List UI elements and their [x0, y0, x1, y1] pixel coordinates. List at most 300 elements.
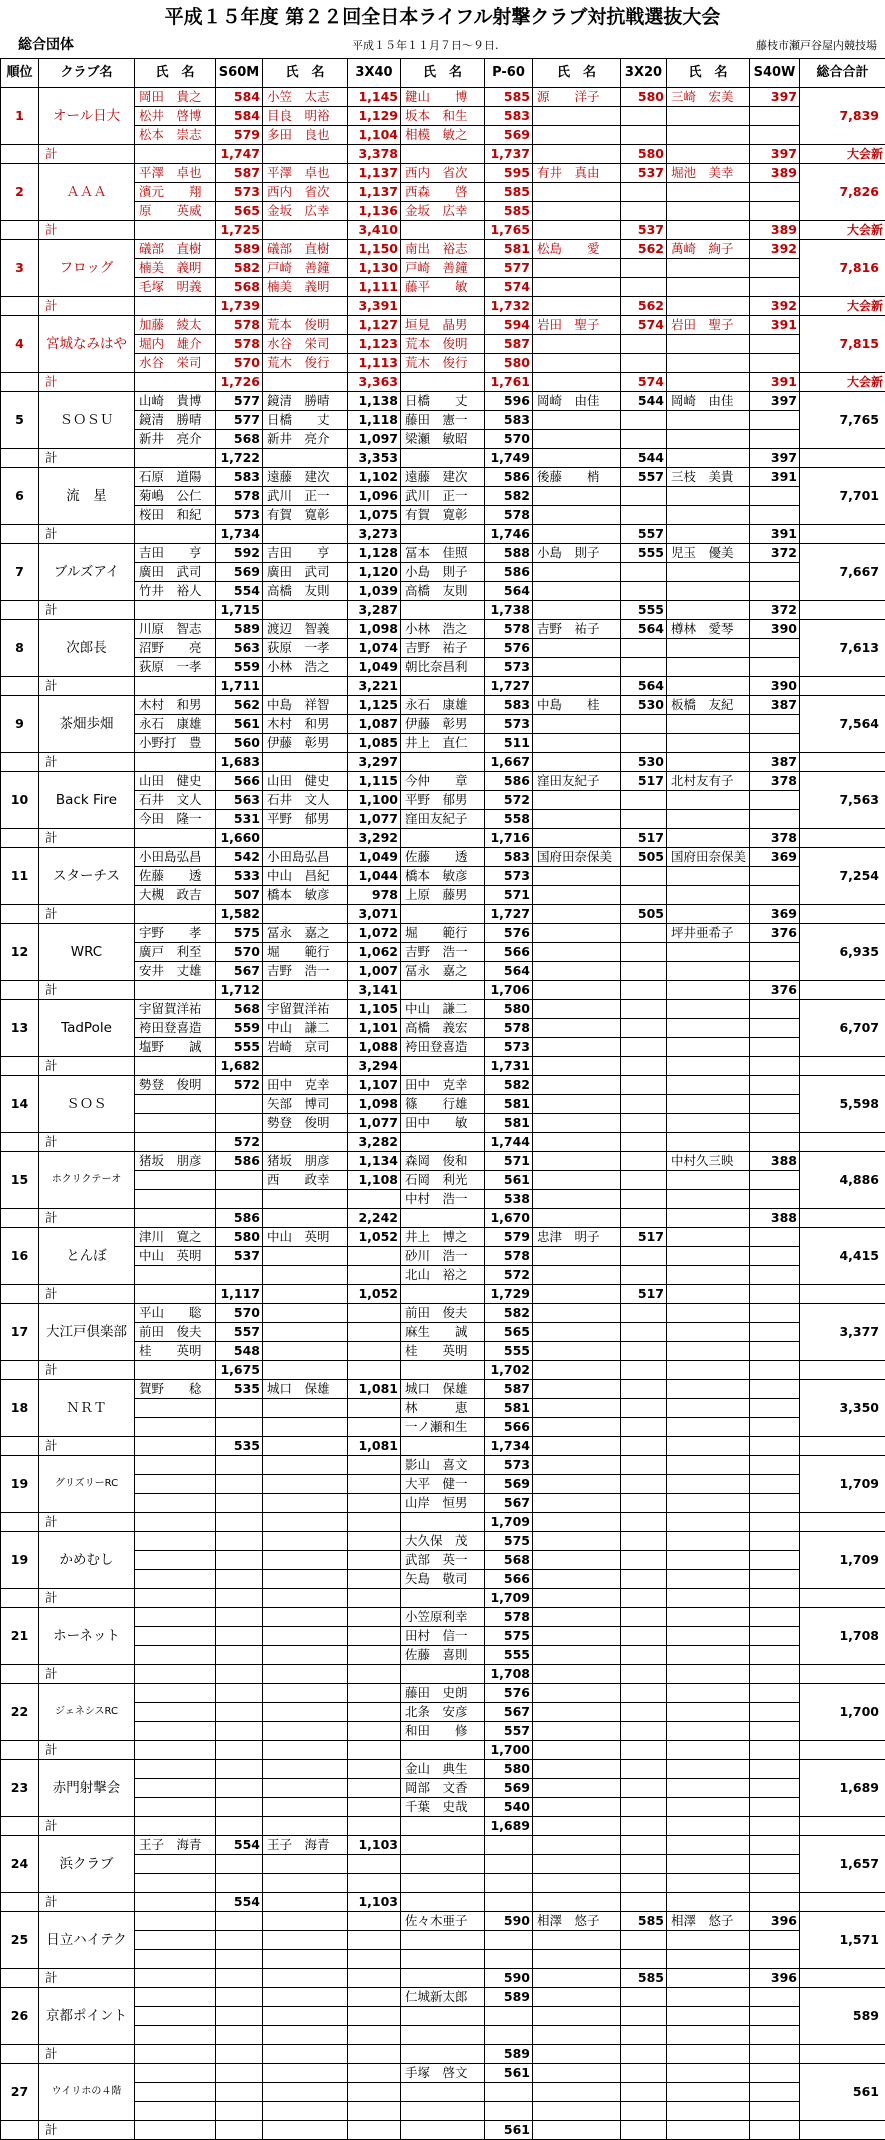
shooter-score — [621, 1152, 667, 1171]
shooter-name — [667, 1931, 750, 1950]
shooter-score — [621, 1323, 667, 1342]
subtotal-label: 計 — [39, 1285, 135, 1304]
subtotal-blank — [263, 1741, 348, 1760]
subtotal-blank — [533, 829, 621, 848]
shooter-name — [135, 1760, 216, 1779]
shooter-name: 荻原 一孝 — [135, 658, 216, 677]
shooter-name — [533, 1931, 621, 1950]
shooter-name — [263, 1418, 348, 1437]
shooter-name: 大槻 政吉 — [135, 886, 216, 905]
event-subtotal: 1,734 — [216, 525, 263, 544]
subtotal-blank — [401, 981, 485, 1000]
shooter-score — [621, 1532, 667, 1551]
record-badge — [800, 1057, 885, 1076]
event-subtotal: 1,081 — [348, 1437, 401, 1456]
shooter-score: 1,097 — [348, 430, 401, 449]
shooter-score: 572 — [485, 791, 533, 810]
event-subtotal: 388 — [750, 1209, 800, 1228]
header-p60: P-60 — [485, 59, 533, 88]
shooter-score — [750, 1019, 800, 1038]
shooter-score: 564 — [485, 582, 533, 601]
shooter-name — [263, 1342, 348, 1361]
subtotal-blank — [401, 1361, 485, 1380]
event-subtotal — [750, 1513, 800, 1532]
shooter-row — [1, 316, 885, 335]
shooter-score: 586 — [485, 468, 533, 487]
shooter-name — [263, 1950, 348, 1969]
shooter-score — [348, 1190, 401, 1209]
subtotal-blank — [263, 677, 348, 696]
shooter-name: 小島 則子 — [533, 544, 621, 563]
event-subtotal — [621, 1209, 667, 1228]
event-subtotal — [348, 1741, 401, 1760]
shooter-name: 和田 修 — [401, 1722, 485, 1741]
subtotal-blank — [263, 829, 348, 848]
shooter-score: 575 — [485, 1627, 533, 1646]
subtotal-label: 計 — [39, 2121, 135, 2140]
shooter-name: 毛塚 明義 — [135, 278, 216, 297]
shooter-score: 1,108 — [348, 1171, 401, 1190]
shooter-name: 冨永 嘉之 — [401, 962, 485, 981]
shooter-score — [621, 183, 667, 202]
shooter-score — [750, 1646, 800, 1665]
subtotal-blank — [401, 373, 485, 392]
shooter-score: 568 — [216, 1000, 263, 1019]
shooter-name: 中島 祥智 — [263, 696, 348, 715]
shooter-score — [621, 582, 667, 601]
record-badge — [800, 1893, 885, 1912]
team-club-name: ＳＯＳ — [39, 1076, 135, 1133]
subtotal-blank — [135, 449, 216, 468]
shooter-name: 萬崎 絢子 — [667, 240, 750, 259]
subtotal-blank — [533, 981, 621, 1000]
shooter-row — [1, 1000, 885, 1019]
event-subtotal: 1,675 — [216, 1361, 263, 1380]
shooter-row — [1, 620, 885, 639]
shooter-name: 武川 正一 — [263, 487, 348, 506]
subtotal-blank — [401, 1893, 485, 1912]
team-total: 7,815 — [800, 316, 885, 373]
shooter-score: 569 — [485, 126, 533, 145]
shooter-name: 荒木 俊行 — [263, 354, 348, 373]
shooter-name — [533, 411, 621, 430]
shooter-score: 581 — [485, 240, 533, 259]
shooter-score — [621, 867, 667, 886]
subtotal-blank — [263, 981, 348, 1000]
shooter-score: 397 — [750, 88, 800, 107]
shooter-score: 1,075 — [348, 506, 401, 525]
shooter-name — [667, 1323, 750, 1342]
shooter-row — [1, 1304, 885, 1323]
shooter-score — [216, 1760, 263, 1779]
shooter-score — [750, 278, 800, 297]
event-subtotal: 555 — [621, 601, 667, 620]
team-total: 1,700 — [800, 1684, 885, 1741]
shooter-score: 577 — [485, 259, 533, 278]
shooter-name: 礒部 直樹 — [135, 240, 216, 259]
shooter-score — [348, 1627, 401, 1646]
shooter-name: 手塚 啓文 — [401, 2064, 485, 2083]
subtotal-blank — [135, 1893, 216, 1912]
shooter-score — [216, 1950, 263, 1969]
header-rank: 順位 — [1, 59, 39, 88]
subtotal-spacer — [1, 2045, 39, 2064]
shooter-name: 砂川 浩一 — [401, 1247, 485, 1266]
shooter-name — [263, 1703, 348, 1722]
shooter-score: 555 — [216, 1038, 263, 1057]
team-rank: 7 — [1, 544, 39, 601]
shooter-name — [135, 2007, 216, 2026]
shooter-score: 397 — [750, 392, 800, 411]
shooter-name — [667, 183, 750, 202]
team-total: 7,816 — [800, 240, 885, 297]
shooter-name: 袴田登喜造 — [135, 1019, 216, 1038]
subtotal-spacer — [1, 981, 39, 1000]
shooter-score — [621, 1608, 667, 1627]
subtotal-blank — [533, 601, 621, 620]
team-total: 7,765 — [800, 392, 885, 449]
event-subtotal — [750, 1361, 800, 1380]
subtotal-spacer — [1, 1589, 39, 1608]
shooter-score: 1,104 — [348, 126, 401, 145]
shooter-name: 小野打 豊 — [135, 734, 216, 753]
shooter-score: 582 — [485, 1076, 533, 1095]
team-total: 561 — [800, 2064, 885, 2121]
shooter-score — [348, 1494, 401, 1513]
shooter-name — [533, 2026, 621, 2045]
subtotal-label: 計 — [39, 829, 135, 848]
shooter-name: 平澤 卓也 — [263, 164, 348, 183]
subtotal-blank — [263, 2045, 348, 2064]
shooter-name — [533, 639, 621, 658]
shooter-score — [750, 1950, 800, 1969]
shooter-score — [621, 1855, 667, 1874]
shooter-score: 537 — [216, 1247, 263, 1266]
event-subtotal: 517 — [621, 1285, 667, 1304]
team-total: 4,886 — [800, 1152, 885, 1209]
shooter-score: 583 — [485, 848, 533, 867]
team-total: 7,254 — [800, 848, 885, 905]
event-subtotal — [216, 1513, 263, 1532]
shooter-name: 加藤 綾太 — [135, 316, 216, 335]
shooter-score — [216, 1475, 263, 1494]
shooter-score — [485, 1836, 533, 1855]
shooter-name — [667, 411, 750, 430]
shooter-score — [348, 1950, 401, 1969]
subtotal-row — [1, 1209, 885, 1228]
header-x20: 3X20 — [621, 59, 667, 88]
shooter-score: 517 — [621, 1228, 667, 1247]
shooter-score — [621, 411, 667, 430]
shooter-score: 580 — [621, 88, 667, 107]
shooter-score — [621, 2102, 667, 2121]
shooter-name: 佐々木亜子 — [401, 1912, 485, 1931]
shooter-score: 569 — [485, 1779, 533, 1798]
shooter-name: 渡辺 智義 — [263, 620, 348, 639]
subtotal-blank — [667, 525, 750, 544]
event-subtotal: 1,739 — [216, 297, 263, 316]
shooter-name: 矢部 博司 — [263, 1095, 348, 1114]
shooter-score: 573 — [485, 1456, 533, 1475]
shooter-name: 石井 文人 — [135, 791, 216, 810]
shooter-row — [1, 1988, 885, 2007]
subtotal-row — [1, 2121, 885, 2140]
subtotal-blank — [263, 753, 348, 772]
event-subtotal: 1,709 — [485, 1513, 533, 1532]
shooter-score — [348, 1342, 401, 1361]
shooter-name — [533, 1855, 621, 1874]
shooter-score: 578 — [485, 506, 533, 525]
team-rank: 11 — [1, 848, 39, 905]
shooter-name — [533, 810, 621, 829]
header-p60-name: 氏 名 — [401, 59, 485, 88]
shooter-name: 川原 智志 — [135, 620, 216, 639]
shooter-name — [401, 2007, 485, 2026]
shooter-name: 伊藤 彰男 — [263, 734, 348, 753]
shooter-score — [750, 1342, 800, 1361]
shooter-name — [135, 2102, 216, 2121]
shooter-score — [216, 1190, 263, 1209]
shooter-name: 平野 郁男 — [401, 791, 485, 810]
shooter-score — [621, 1304, 667, 1323]
event-subtotal: 1,734 — [485, 1437, 533, 1456]
shooter-name: 金坂 広幸 — [263, 202, 348, 221]
event-subtotal: 1,725 — [216, 221, 263, 240]
shooter-score — [750, 791, 800, 810]
shooter-score: 1,052 — [348, 1228, 401, 1247]
subtotal-label: 計 — [39, 601, 135, 620]
event-subtotal — [750, 1817, 800, 1836]
shooter-name: 佐藤 喜則 — [401, 1646, 485, 1665]
shooter-score — [216, 1399, 263, 1418]
shooter-name — [667, 1038, 750, 1057]
subtotal-blank — [135, 753, 216, 772]
subtotal-spacer — [1, 1361, 39, 1380]
shooter-score — [621, 1646, 667, 1665]
shooter-name — [667, 126, 750, 145]
subtotal-spacer — [1, 1969, 39, 1988]
shooter-name — [135, 1779, 216, 1798]
subtotal-blank — [263, 1285, 348, 1304]
team-rank: 19 — [1, 1456, 39, 1513]
shooter-name — [667, 563, 750, 582]
shooter-name — [667, 1000, 750, 1019]
shooter-score — [750, 259, 800, 278]
subtotal-blank — [263, 1057, 348, 1076]
shooter-name — [401, 2026, 485, 2045]
shooter-name: 忠津 明子 — [533, 1228, 621, 1247]
shooter-name — [533, 1950, 621, 1969]
shooter-name: 永石 康雄 — [401, 696, 485, 715]
shooter-name: 新井 亮介 — [263, 430, 348, 449]
shooter-name: 中山 英明 — [263, 1228, 348, 1247]
shooter-score — [621, 1190, 667, 1209]
shooter-score — [621, 1627, 667, 1646]
shooter-name: 石井 文人 — [263, 791, 348, 810]
shooter-name — [667, 259, 750, 278]
subtotal-blank — [135, 1817, 216, 1836]
subtotal-blank — [667, 1893, 750, 1912]
shooter-score — [750, 1399, 800, 1418]
subtotal-blank — [401, 905, 485, 924]
subtotal-blank — [533, 1817, 621, 1836]
event-subtotal: 1,746 — [485, 525, 533, 544]
subtotal-label: 計 — [39, 1361, 135, 1380]
shooter-score — [621, 1551, 667, 1570]
shooter-name — [667, 506, 750, 525]
event-subtotal — [216, 1969, 263, 1988]
shooter-score — [750, 1418, 800, 1437]
shooter-score — [621, 962, 667, 981]
shooter-name — [533, 1114, 621, 1133]
shooter-score: 566 — [485, 943, 533, 962]
shooter-score — [621, 354, 667, 373]
shooter-name: 中島 桂 — [533, 696, 621, 715]
shooter-score — [216, 1266, 263, 1285]
shooter-score: 978 — [348, 886, 401, 905]
shooter-name — [533, 1760, 621, 1779]
shooter-score — [216, 1931, 263, 1950]
shooter-name — [135, 1931, 216, 1950]
shooter-score: 563 — [216, 639, 263, 658]
team-total: 7,563 — [800, 772, 885, 829]
shooter-name: 石岡 利光 — [401, 1171, 485, 1190]
subtotal-row — [1, 601, 885, 620]
shooter-name — [667, 1950, 750, 1969]
record-badge — [800, 905, 885, 924]
subtotal-row — [1, 829, 885, 848]
shooter-score — [750, 1266, 800, 1285]
shooter-score: 579 — [485, 1228, 533, 1247]
subtotal-blank — [135, 1969, 216, 1988]
shooter-score — [621, 715, 667, 734]
shooter-name — [135, 1418, 216, 1437]
subtotal-blank — [135, 297, 216, 316]
shooter-score — [348, 1266, 401, 1285]
shooter-score: 578 — [216, 335, 263, 354]
subtotal-row — [1, 2045, 885, 2064]
shooter-score — [621, 335, 667, 354]
shooter-score: 572 — [216, 1076, 263, 1095]
event-subtotal — [348, 2121, 401, 2140]
subtotal-spacer — [1, 677, 39, 696]
event-subtotal: 1,582 — [216, 905, 263, 924]
shooter-score — [621, 1247, 667, 1266]
shooter-name — [667, 1798, 750, 1817]
shooter-score — [216, 1095, 263, 1114]
subtotal-row — [1, 373, 885, 392]
shooter-name — [667, 1703, 750, 1722]
subtotal-spacer — [1, 1817, 39, 1836]
event-subtotal — [216, 2045, 263, 2064]
shooter-score — [348, 1323, 401, 1342]
event-subtotal: 557 — [621, 525, 667, 544]
event-subtotal: 564 — [621, 677, 667, 696]
shooter-score: 590 — [485, 1912, 533, 1931]
shooter-name: 原 英威 — [135, 202, 216, 221]
event-subtotal — [750, 1133, 800, 1152]
shooter-score: 1,098 — [348, 1095, 401, 1114]
subtotal-blank — [401, 1057, 485, 1076]
shooter-name: 水谷 栄司 — [135, 354, 216, 373]
event-subtotal: 1,727 — [485, 677, 533, 696]
shooter-score: 586 — [485, 563, 533, 582]
subtotal-label: 計 — [39, 221, 135, 240]
shooter-score — [621, 924, 667, 943]
shooter-name: 松井 啓博 — [135, 107, 216, 126]
subtotal-blank — [533, 1589, 621, 1608]
shooter-score: 1,105 — [348, 1000, 401, 1019]
subtotal-blank — [533, 1209, 621, 1228]
shooter-score — [750, 1931, 800, 1950]
shooter-score: 559 — [216, 658, 263, 677]
team-club-name: ブルズアイ — [39, 544, 135, 601]
event-subtotal — [621, 1361, 667, 1380]
subtotal-blank — [533, 525, 621, 544]
shooter-score — [750, 202, 800, 221]
shooter-name — [667, 1532, 750, 1551]
subtotal-blank — [263, 1513, 348, 1532]
shooter-name — [135, 1627, 216, 1646]
event-subtotal: 1,670 — [485, 1209, 533, 1228]
shooter-name: 相模 敏之 — [401, 126, 485, 145]
event-subtotal — [621, 1589, 667, 1608]
shooter-score: 396 — [750, 1912, 800, 1931]
shooter-score: 583 — [485, 696, 533, 715]
shooter-name — [533, 1095, 621, 1114]
shooter-name — [263, 2083, 348, 2102]
subtotal-label: 計 — [39, 1741, 135, 1760]
event-subtotal — [621, 1741, 667, 1760]
subtotal-blank — [135, 1665, 216, 1684]
shooter-row — [1, 848, 885, 867]
event-subtotal: 372 — [750, 601, 800, 620]
subtotal-blank — [667, 145, 750, 164]
subtotal-spacer — [1, 2121, 39, 2140]
shooter-name — [533, 1038, 621, 1057]
shooter-name — [667, 1475, 750, 1494]
shooter-name: 荒本 俊明 — [263, 316, 348, 335]
shooter-score — [750, 1076, 800, 1095]
subtotal-row — [1, 1741, 885, 1760]
shooter-score: 578 — [485, 1019, 533, 1038]
shooter-name — [533, 1475, 621, 1494]
shooter-name — [667, 1304, 750, 1323]
shooter-name — [135, 1798, 216, 1817]
subtotal-blank — [533, 1893, 621, 1912]
team-rank: 16 — [1, 1228, 39, 1285]
record-badge — [800, 1969, 885, 1988]
shooter-name — [263, 1779, 348, 1798]
team-club-name: 大江戸倶楽部 — [39, 1304, 135, 1361]
shooter-name: 中山 謙二 — [263, 1019, 348, 1038]
subtotal-blank — [533, 1133, 621, 1152]
shooter-name: 中村 浩一 — [401, 1190, 485, 1209]
subtotal-blank — [135, 1513, 216, 1532]
event-subtotal: 396 — [750, 1969, 800, 1988]
team-rank: 5 — [1, 392, 39, 449]
shooter-score — [348, 2064, 401, 2083]
shooter-name: 袴田登喜造 — [401, 1038, 485, 1057]
record-badge — [800, 1589, 885, 1608]
shooter-score: 572 — [485, 1266, 533, 1285]
shooter-name — [263, 1399, 348, 1418]
shooter-score: 1,049 — [348, 658, 401, 677]
shooter-name — [667, 107, 750, 126]
shooter-name: 水谷 栄司 — [263, 335, 348, 354]
shooter-score — [348, 1798, 401, 1817]
shooter-score — [621, 1095, 667, 1114]
